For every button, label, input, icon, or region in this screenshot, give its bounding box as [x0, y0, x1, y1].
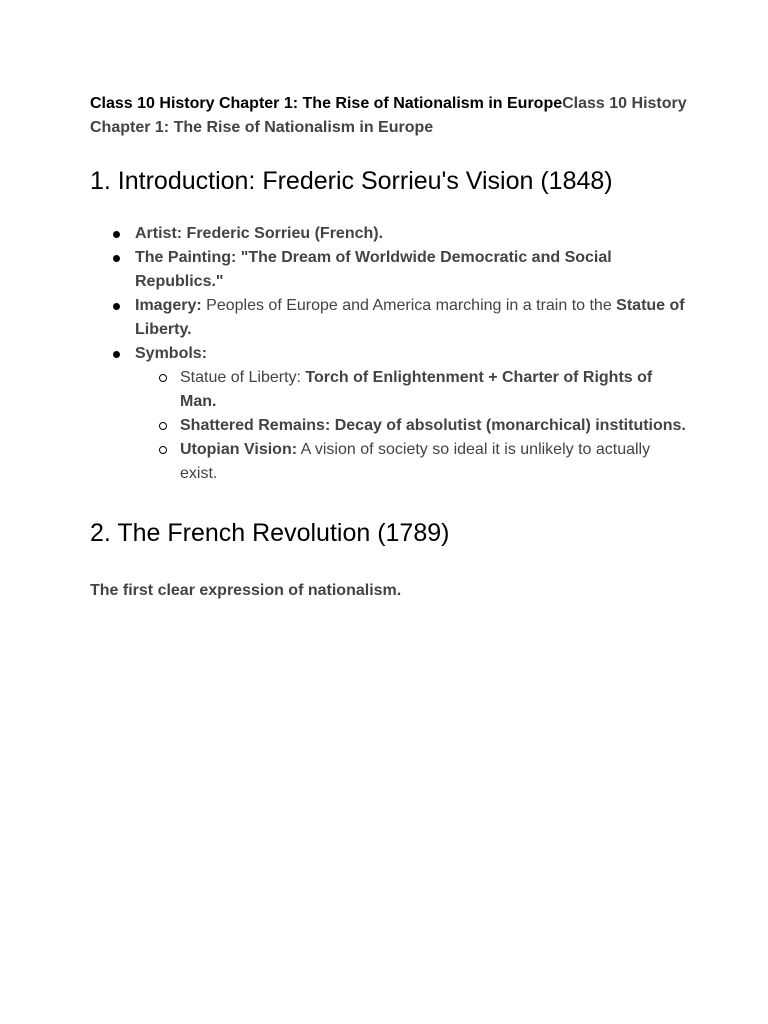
hollow-circle-bullet-icon: [159, 374, 167, 382]
painting-text: The Painting: "The Dream of Worldwide Democratic and Social Republics.": [135, 249, 612, 290]
hollow-circle-bullet-icon: [159, 422, 167, 430]
symbols-label: Symbols:: [135, 345, 208, 362]
bullet-symbols: [90, 342, 690, 486]
shattered-text: Shattered Remains: Decay of absolutist (monarchical) institutions.: [180, 417, 686, 434]
liberty-bold: Torch of Enlightenment + Charter of Rights of Man.: [180, 369, 653, 410]
bullet-dot-icon: [113, 351, 120, 358]
imagery-label: Imagery:: [135, 297, 202, 314]
utopian-text: A vision of society so ideal it is unlikely to actually exist.: [180, 441, 651, 482]
bullet-dot-icon: [113, 255, 120, 262]
document-title: [90, 92, 690, 140]
liberty-prefix: Statue of Liberty:: [180, 369, 306, 386]
section-2-intro: The first clear expression of nationalism.: [90, 582, 402, 599]
bullet-painting: [90, 246, 690, 294]
bullet-artist: [90, 222, 690, 246]
hollow-circle-bullet-icon: [159, 446, 167, 454]
imagery-bold-end: Statue of Liberty.: [135, 297, 685, 338]
section-1-heading: 1. Introduction: Frederic Sorrieu's Vision (1848): [90, 167, 613, 195]
bullet-dot-icon: [113, 303, 120, 310]
title-part-2: Class 10 History Chapter 1: The Rise of Nationalism in Europe: [90, 95, 687, 136]
sub-bullet-shattered: [135, 414, 690, 438]
bullet-imagery: [90, 294, 690, 342]
section-1-bullet-list: [90, 222, 690, 486]
document-page: [90, 92, 690, 603]
imagery-text: Peoples of Europe and America marching in a train to the: [201, 297, 617, 314]
symbols-sub-list: [135, 366, 690, 486]
sub-bullet-utopian: [135, 438, 690, 486]
utopian-label: Utopian Vision:: [180, 441, 298, 458]
sub-bullet-liberty: [135, 366, 690, 414]
artist-text: Artist: Frederic Sorrieu (French).: [135, 225, 384, 242]
section-2-heading: 2. The French Revolution (1789): [90, 519, 450, 547]
bullet-dot-icon: [113, 231, 120, 238]
title-part-1: Class 10 History Chapter 1: The Rise of Nationalism in Europe: [90, 95, 563, 112]
